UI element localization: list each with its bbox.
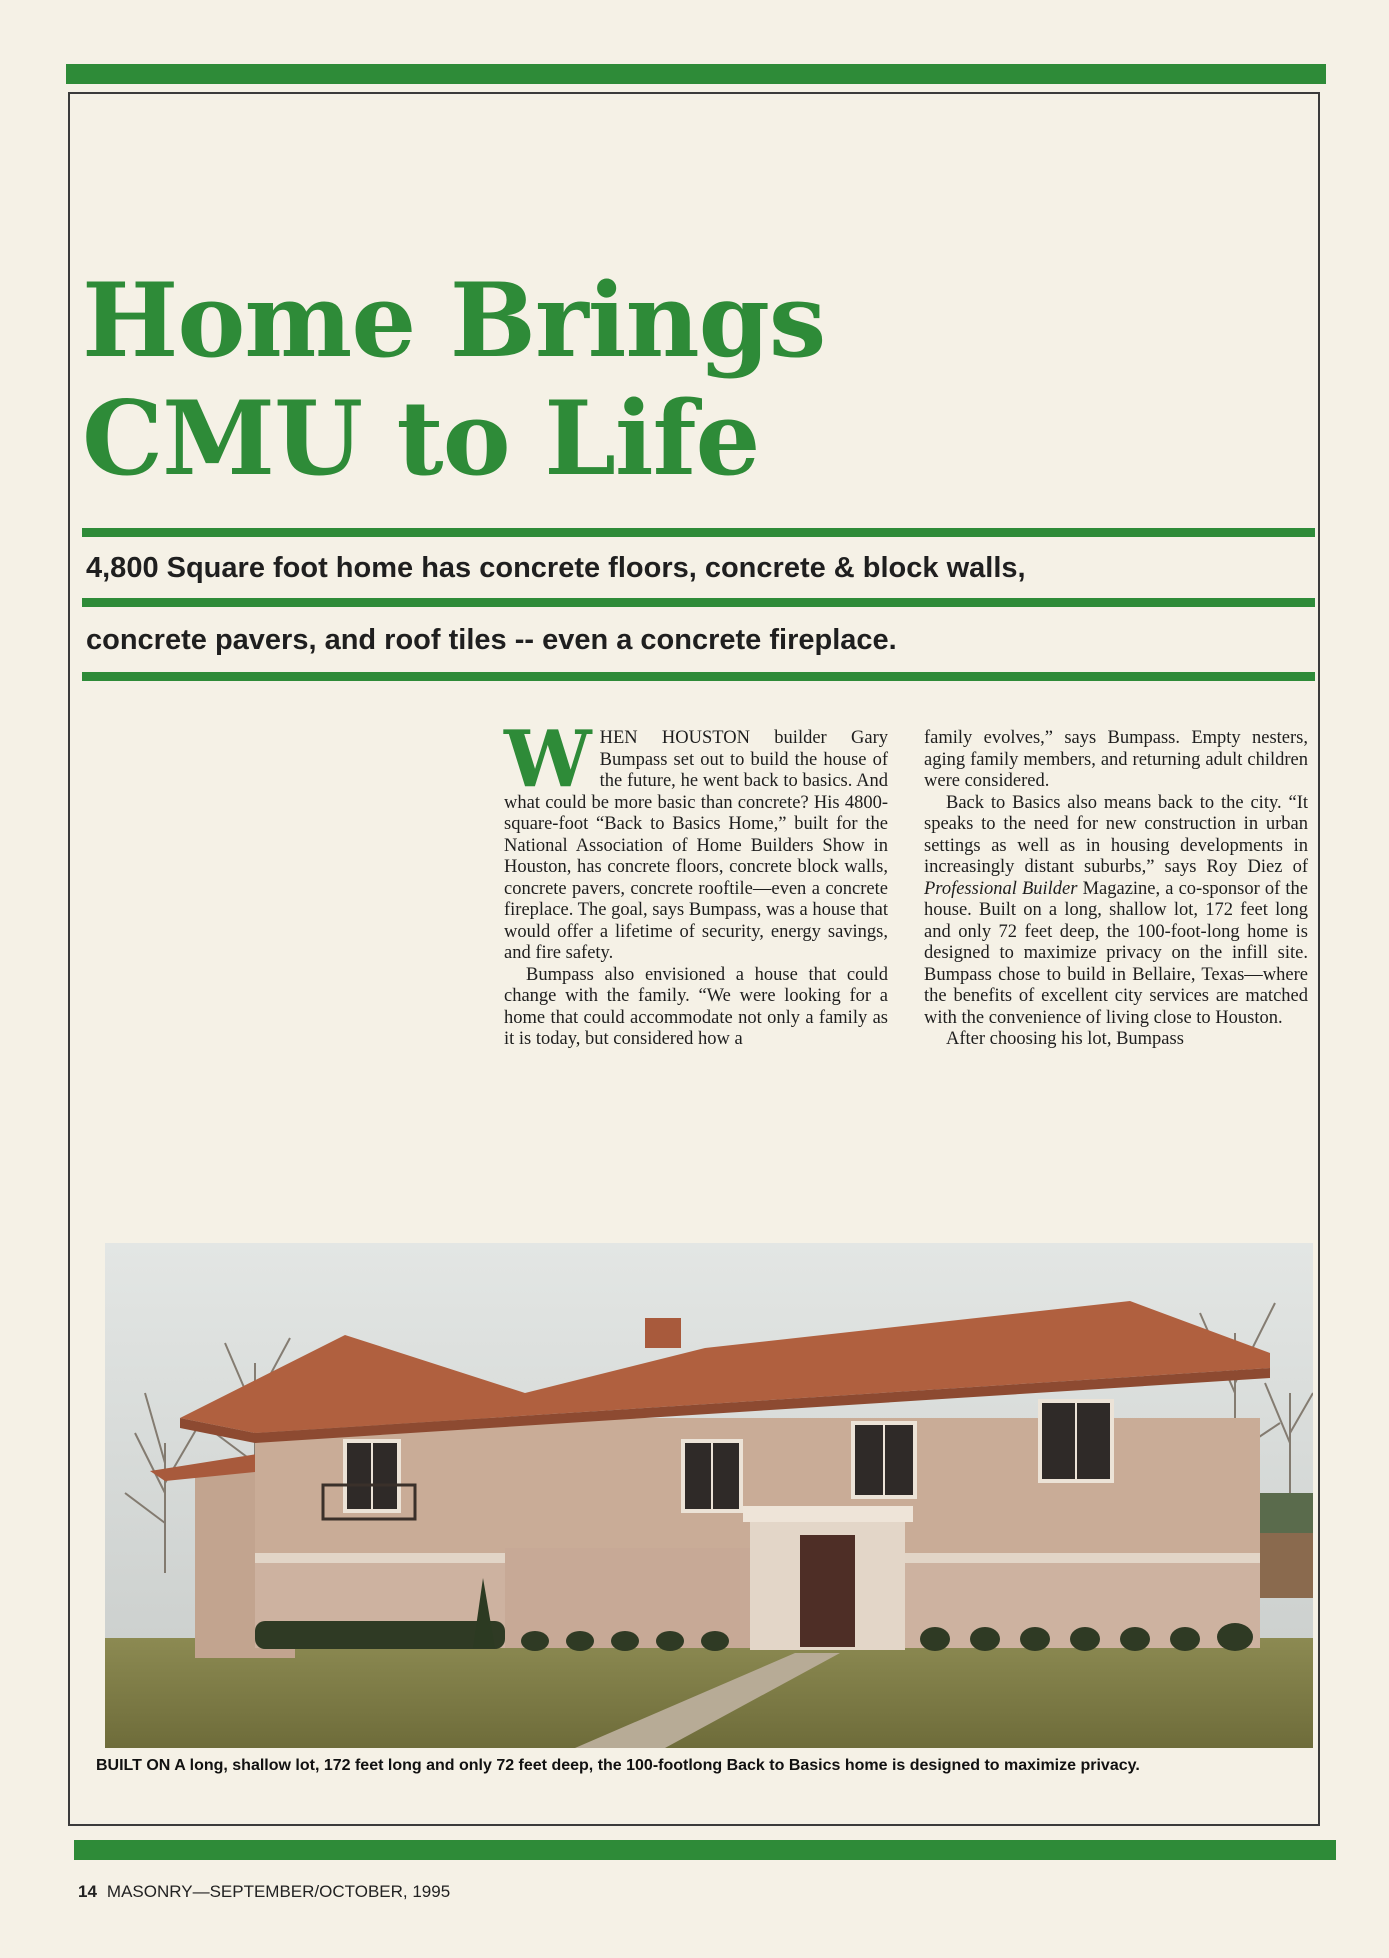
- publication-name: Professional Builder: [924, 878, 1078, 899]
- body-paragraph: [924, 793, 1308, 1030]
- body-text: Magazine, a co-sponsor of the house. Built on a long, shallow lot, 172 feet long and only 72 feet deep, the 100-foot-long home is designed to maximize privacy on the infill site. Bumpass chose to build in Bellaire, Texas—where the benefits of excellent city services are matched with the convenience of living close to Houston.: [924, 878, 1308, 1028]
- photo-caption: BUILT ON A long, shallow lot, 172 feet long and only 72 feet deep, the 100-footlong Back to Basics home is designed to maximize privacy.: [96, 1757, 1140, 1774]
- body-column-1: [504, 714, 888, 1051]
- page-number: 14: [78, 1882, 97, 1901]
- page-footer: [78, 1882, 450, 1902]
- deck-line-2: concrete pavers, and roof tiles -- even a concrete fireplace.: [86, 624, 897, 656]
- deck-rule-3: [82, 672, 1315, 681]
- deck-rule-1: [82, 528, 1315, 537]
- house-photo-icon: [105, 1243, 1313, 1748]
- house-photo: [105, 1243, 1313, 1748]
- body-paragraph: After choosing his lot, Bumpass: [946, 1029, 1184, 1049]
- headline-line-2: CMU to Life: [82, 379, 760, 499]
- deck-line-1: 4,800 Square foot home has concrete floors, concrete & block walls,: [86, 552, 1026, 584]
- top-rule: [66, 64, 1326, 84]
- body-paragraph: family evolves,” says Bumpass. Empty nesters, aging family members, and returning adult children were considered.: [924, 728, 1308, 791]
- body-paragraph: [504, 714, 888, 965]
- running-head: MASONRY—SEPTEMBER/OCTOBER, 1995: [106, 1882, 451, 1901]
- headline-line-1: Home Brings: [82, 261, 826, 381]
- headline: [82, 262, 825, 498]
- body-text: HEN HOUSTON builder Gary Bumpass set out to build the house of the future, he went back to basics. And what could be more basic than concrete? His 4800-square-foot “Back to Basics Home,” built for the National Association of Home Builders Show in Houston, has concrete floors, concrete block walls, concrete pavers, concrete rooftile—even a concrete fireplace. The goal, says Bumpass, was a house that would offer a lifetime of security, energy savings, and fire safety.: [504, 728, 888, 963]
- drop-cap: W: [504, 714, 592, 805]
- body-text: Back to Basics also means back to the city. “It speaks to the need for new construction in urban settings as well as in housing developments in increasingly distant suburbs,” says Roy Diez of: [924, 792, 1308, 877]
- bottom-rule: [74, 1840, 1336, 1860]
- body-paragraph: Bumpass also envisioned a house that could change with the family. “We were looking for a home that could accommodate not only a family as it is today, but considered how a: [504, 964, 888, 1049]
- deck-rule-2: [82, 598, 1315, 607]
- body-column-2: [924, 728, 1308, 1051]
